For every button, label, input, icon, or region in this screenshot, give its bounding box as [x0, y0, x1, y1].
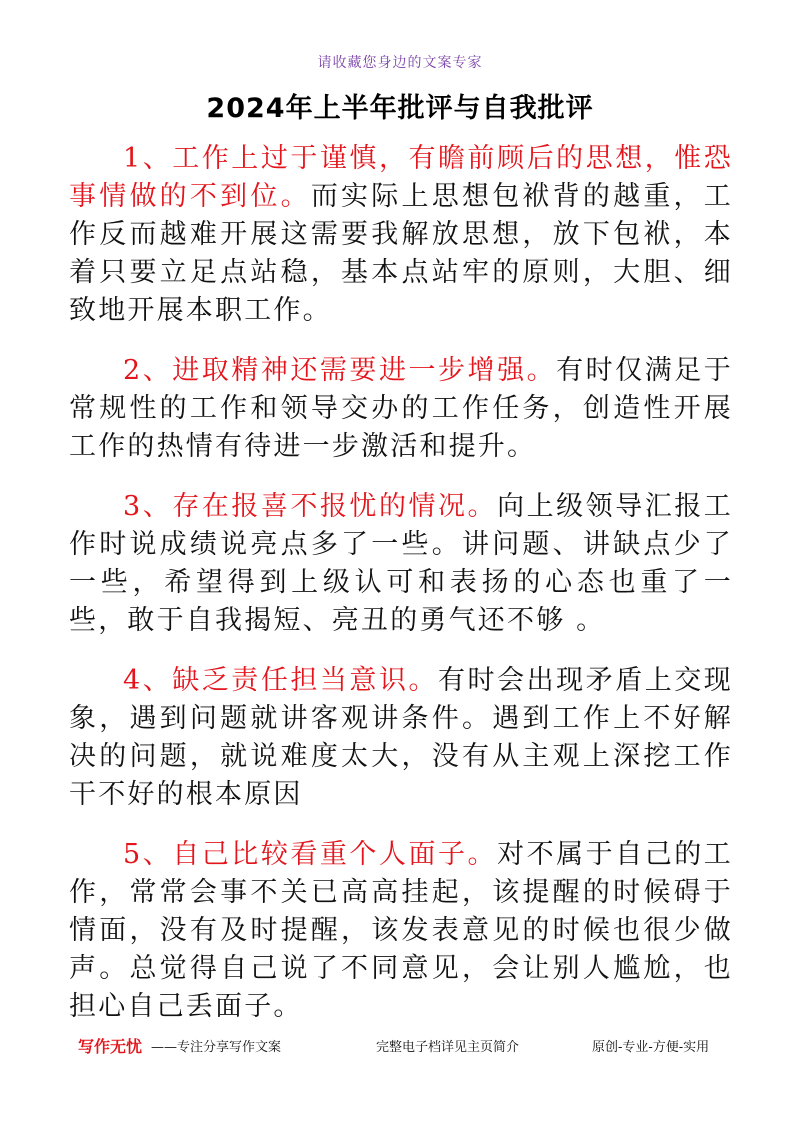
footer-slogan: ——专注分享写作文案 [151, 1040, 282, 1055]
paragraph-5 [69, 836, 733, 1026]
header-tagline: 请收藏您身边的文案专家 [317, 55, 483, 71]
paragraph-heading: 4、缺乏责任担当意识。 [123, 665, 439, 696]
paragraph-2 [69, 352, 733, 466]
paragraph-text: 有时会出现矛盾上交现象，遇到问题就讲客观讲条件。遇到工作上不好解决的问题，就说难度太大，没有从主观上深挖工作干不好的根本原因 [69, 665, 733, 810]
paragraph-heading: 3、存在报喜不报忧的情况。 [123, 491, 498, 522]
paragraph-heading: 1、工作上过于谨慎，有瞻前顾后的思想，惟恐事情做的不到位。 [69, 143, 733, 212]
document-title: 2024年上半年批评与自我批评 [206, 93, 594, 124]
paragraph-3 [69, 488, 733, 640]
paragraph-heading: 2、进取精神还需要进一步增强。 [123, 355, 557, 386]
paragraph-heading: 5、自己比较看重个人面子。 [123, 839, 498, 870]
paragraph-text: 向上级领导汇报工作时说成绩说亮点多了一些。讲问题、讲缺点少了一些，希望得到上级认可和表扬的心态也重了一些，敢于自我揭短、亮丑的勇气还不够 。 [69, 491, 733, 636]
paragraph-text: 而实际上思想包袱背的越重，工作反而越难开展这需要我解放思想，放下包袱，本着只要立足点站稳，基本点站牢的原则，大胆、细致地开展本职工作。 [69, 181, 733, 326]
document-body [69, 140, 733, 1048]
paragraph-text: 对不属于自己的工作，常常会事不关已高高挂起，该提醒的时候碍于情面，没有及时提醒，该发表意见的时候也很少做声。总觉得自己说了不同意见，会让别人尴尬，也担心自己丢面子。 [69, 839, 733, 1022]
footer [78, 1036, 738, 1060]
paragraph-1 [69, 140, 733, 330]
footer-motto: 原创-专业-方便-实用 [592, 1040, 710, 1055]
footer-note: 完整电子档详见主页简介 [376, 1040, 520, 1055]
paragraph-4 [69, 662, 733, 814]
paragraph-text: 有时仅满足于常规性的工作和领导交办的工作任务，创造性开展工作的热情有待进一步激活和提升。 [69, 355, 733, 462]
footer-brand: 写作无忧 [78, 1037, 143, 1056]
